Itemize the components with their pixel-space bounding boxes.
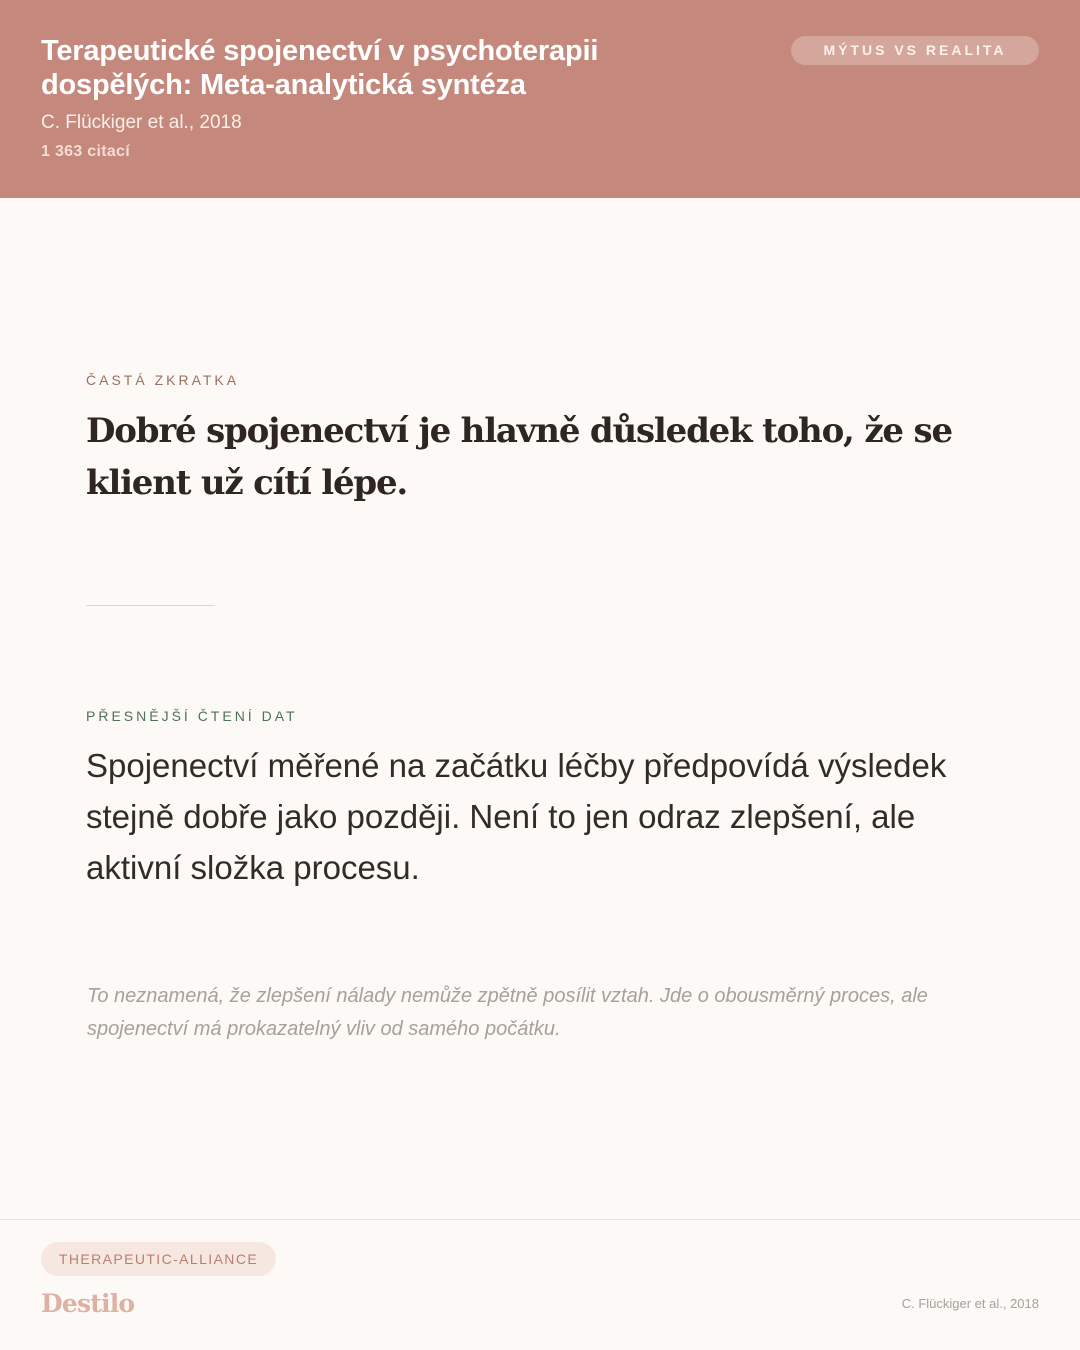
paper-title: Terapeutické spojenectví v psychoterapii dospělých: Meta-analytická syntéza [41, 35, 599, 101]
section-divider [86, 605, 215, 606]
brand-logo: Destilo [41, 1289, 135, 1318]
myth-statement: Dobré spojenectví je hlavně důsledek toho, že se klient už cítí lépe. [86, 411, 952, 503]
header-banner [0, 0, 1080, 198]
footer-source: C. Flückiger et al., 2018 [901, 1296, 1039, 1311]
myth-eyebrow: ČASTÁ ZKRATKA [86, 372, 240, 388]
fact-eyebrow: PŘESNĚJŠÍ ČTENÍ DAT [86, 708, 298, 724]
fact-statement: Spojenectví měřené na začátku léčby předpovídá výsledek stejně dobře jako později. Není to jen odraz zlepšení, ale aktivní složka procesu. [86, 747, 947, 886]
clarifying-note: To neznamená, že zlepšení nálady nemůže zpětně posílit vztah. Jde o obousměrný proces, ale spojenectví má prokazatelný vliv od samého počátku. [87, 985, 928, 1040]
paper-authors: C. Flückiger et al., 2018 [41, 112, 242, 133]
citation-count: 1 363 citací [41, 143, 130, 160]
topic-tag[interactable]: THERAPEUTIC-ALLIANCE [41, 1242, 276, 1276]
footer-divider [0, 1219, 1080, 1220]
myth-vs-reality-badge: MÝTUS VS REALITA [791, 36, 1039, 65]
